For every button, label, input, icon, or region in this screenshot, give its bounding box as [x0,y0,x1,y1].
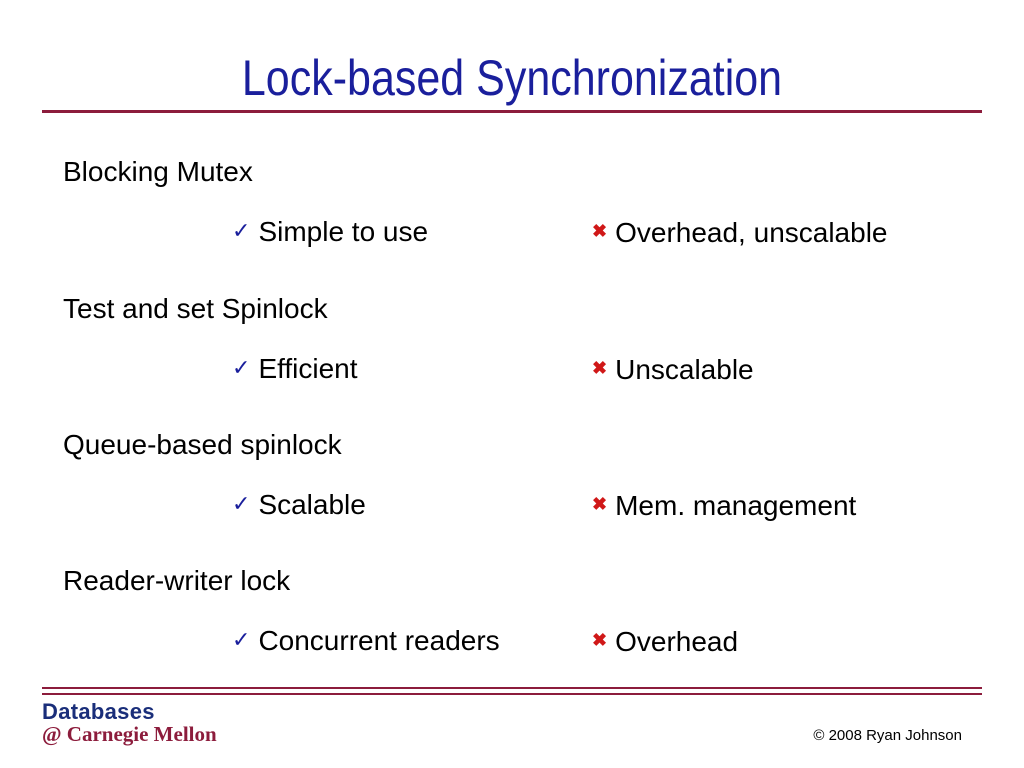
check-icon: ✓ [232,355,251,380]
con-label: Mem. management [615,490,857,521]
pro-item [232,214,428,249]
section-heading: Test and set Spinlock [63,293,328,324]
title-divider [42,110,982,113]
cross-icon: ✖ [592,358,608,378]
con-item [592,487,856,523]
cross-icon: ✖ [592,494,608,514]
pro-label: Concurrent readers [258,625,500,656]
databases-logo [42,700,262,750]
logo-title: Databases [42,699,155,724]
pro-label: Scalable [258,489,366,520]
slide-title: Lock-based Synchronization [241,50,783,106]
cross-icon: ✖ [592,221,608,241]
section-heading: Blocking Mutex [63,156,253,187]
copyright-notice: © 2008 Ryan Johnson [813,727,962,744]
con-item [592,351,754,387]
footer-divider [42,693,982,695]
footer-divider [42,687,982,689]
con-label: Unscalable [615,354,754,385]
con-item [592,623,738,659]
cross-icon: ✖ [592,630,608,650]
pro-item [232,623,500,658]
check-icon: ✓ [232,218,251,243]
logo-subtitle: @ Carnegie Mellon [42,722,217,746]
pro-label: Efficient [258,353,358,384]
pro-item [232,351,358,386]
check-icon: ✓ [232,491,251,516]
con-label: Overhead, unscalable [615,217,888,248]
pro-item [232,487,366,522]
con-item [592,214,888,250]
pro-label: Simple to use [258,216,429,247]
check-icon: ✓ [232,627,251,652]
con-label: Overhead [615,626,739,657]
section-heading: Reader-writer lock [63,565,291,596]
section-heading: Queue-based spinlock [63,429,342,460]
